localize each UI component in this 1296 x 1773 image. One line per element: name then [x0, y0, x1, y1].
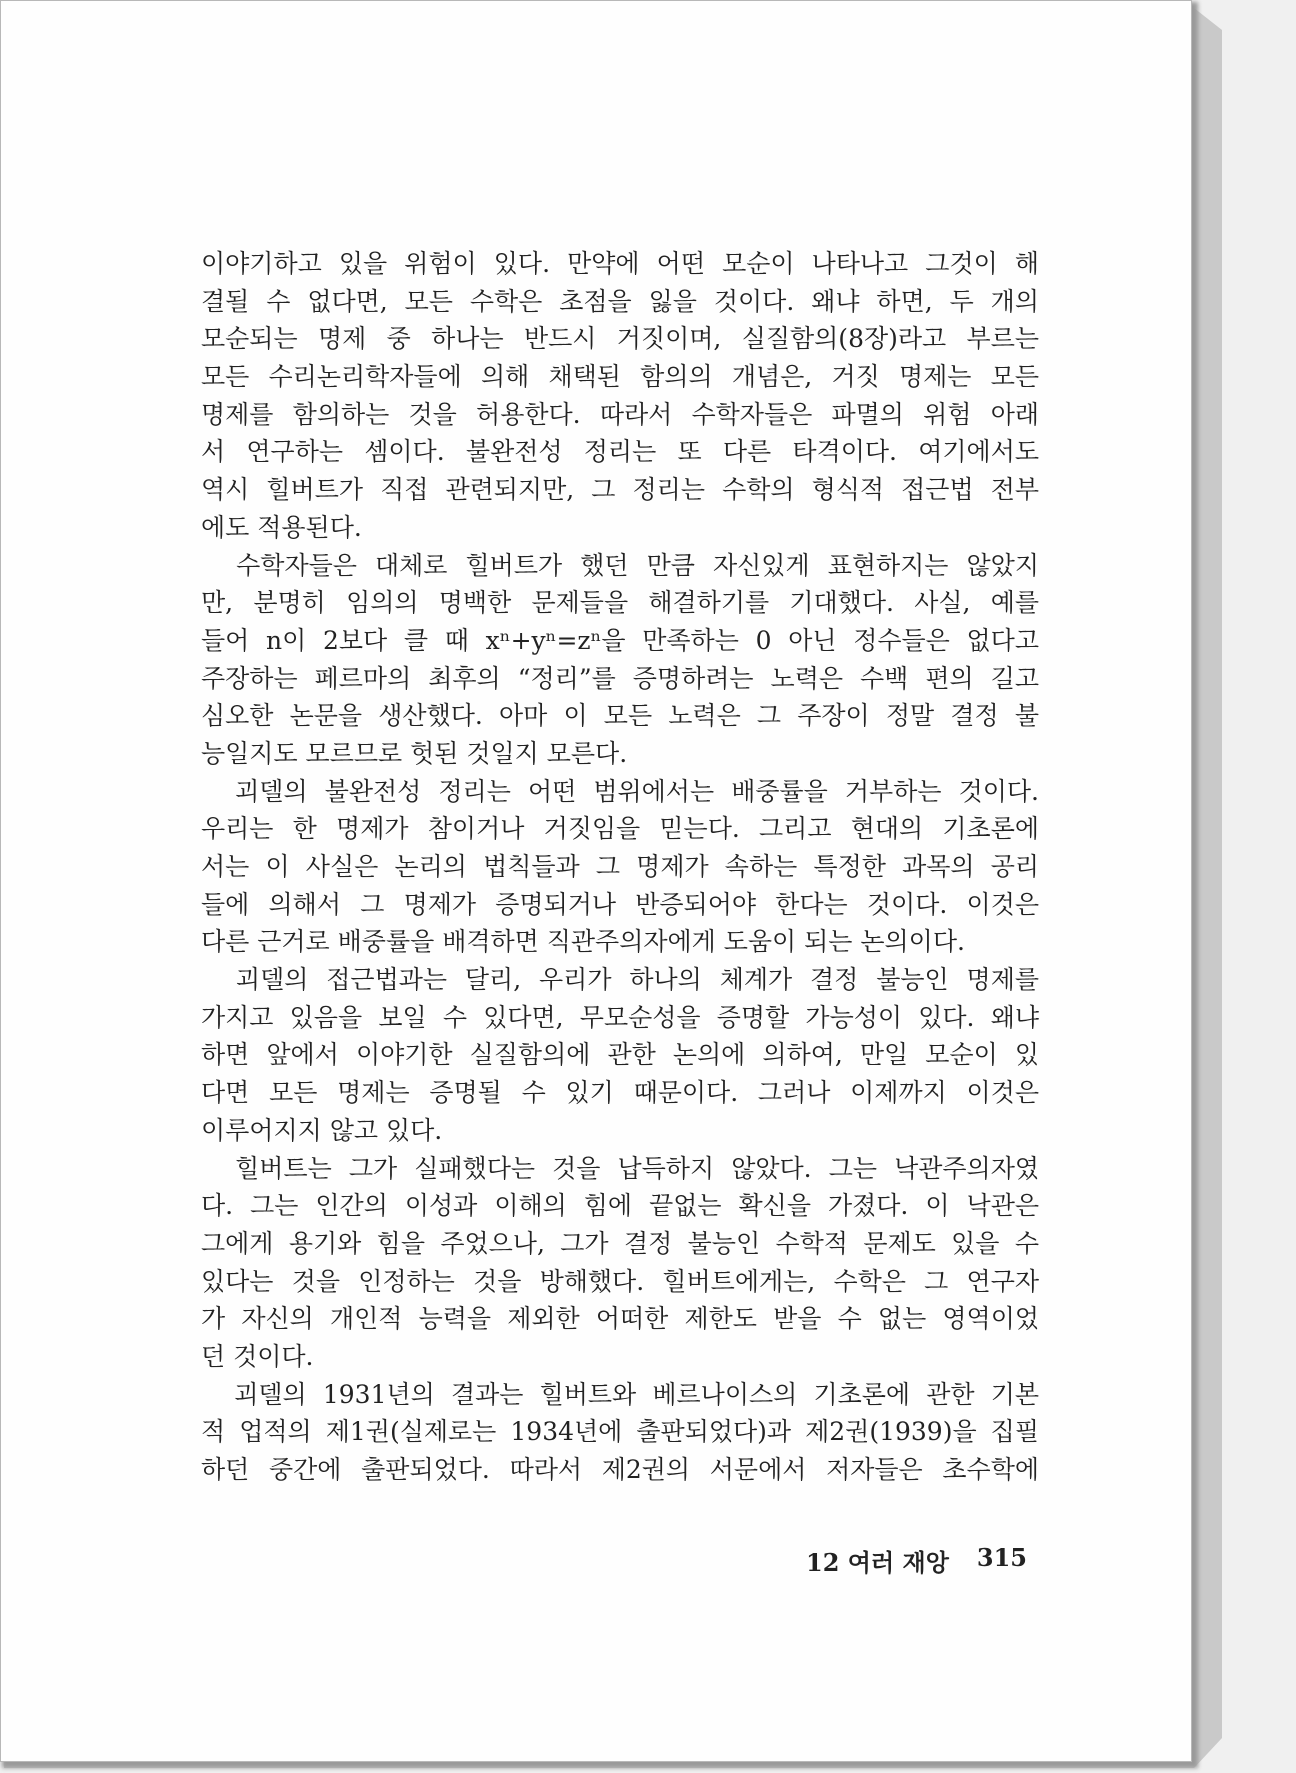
text-line: 주장하는 페르마의 최후의 “정리”를 증명하려는 노력은 수백 편의 길고 — [201, 663, 1039, 693]
text-line: 괴델의 접근법과는 달리, 우리가 하나의 체계가 결정 불능인 명제를 — [201, 965, 1039, 995]
text-line: 그에게 용기와 힘을 주었으나, 그가 결정 불능인 수학적 문제도 있을 수 — [201, 1228, 1039, 1258]
text-line: 모든 수리논리학자들에 의해 채택된 함의의 개념은, 거짓 명제는 모든 — [201, 362, 1039, 392]
text-line: 이루어지지 않고 있다. — [201, 1115, 443, 1145]
body-text — [201, 245, 1039, 1489]
text-line: 우리는 한 명제가 참이거나 거짓임을 믿는다. 그리고 현대의 기초론에 — [201, 814, 1039, 844]
page-number: 315 — [976, 1543, 1027, 1572]
text-line: 모순되는 명제 중 하나는 반드시 거짓이며, 실질함의(8장)라고 부르는 — [201, 324, 1039, 354]
text-line: 심오한 논문을 생산했다. 아마 이 모든 노력은 그 주장이 정말 결정 불 — [201, 701, 1039, 731]
text-line: 들어 n이 2보다 클 때 xⁿ+yⁿ=zⁿ을 만족하는 0 아닌 정수들은 없다고 — [201, 625, 1039, 655]
text-line: 능일지도 모르므로 헛된 것일지 모른다. — [201, 738, 628, 768]
chapter-title: 12 여러 재앙 — [806, 1548, 949, 1577]
text-line: 가지고 있음을 보일 수 있다면, 무모순성을 증명할 가능성이 있다. 왜냐 — [201, 1002, 1039, 1032]
text-line: 만, 분명히 임의의 명백한 문제들을 해결하기를 기대했다. 사실, 예를 — [201, 588, 1039, 618]
text-line: 명제를 함의하는 것을 허용한다. 따라서 수학자들은 파멸의 위험 아래 — [201, 399, 1039, 429]
text-line: 있다는 것을 인정하는 것을 방해했다. 힐버트에게는, 수학은 그 연구자 — [201, 1266, 1039, 1296]
text-line: 다른 근거로 배중률을 배격하면 직관주의자에게 도움이 되는 논의이다. — [201, 927, 965, 957]
text-line: 다. 그는 인간의 이성과 이해의 힘에 끝없는 확신을 가졌다. 이 낙관은 — [201, 1191, 1039, 1221]
text-line: 다면 모든 명제는 증명될 수 있기 때문이다. 그러나 이제까지 이것은 — [201, 1078, 1039, 1108]
text-line: 하면 앞에서 이야기한 실질함의에 관한 논의에 의하여, 만일 모순이 있 — [201, 1040, 1039, 1070]
text-line: 에도 적용된다. — [201, 512, 362, 542]
text-line: 들에 의해서 그 명제가 증명되거나 반증되어야 한다는 것이다. 이것은 — [201, 889, 1039, 919]
text-line: 괴델의 불완전성 정리는 어떤 범위에서는 배중률을 거부하는 것이다. — [201, 776, 1039, 806]
text-line: 하던 중간에 출판되었다. 따라서 제2권의 서문에서 저자들은 초수학에 — [201, 1455, 1039, 1484]
text-line: 서는 이 사실은 논리의 법칙들과 그 명제가 속하는 특정한 과목의 공리 — [201, 852, 1039, 881]
text-line: 이야기하고 있을 위험이 있다. 만약에 어떤 모순이 나타나고 그것이 해 — [201, 249, 1039, 278]
text-line: 적 업적의 제1권(실제로는 1934년에 출판되었다)과 제2권(1939)을 집필 — [201, 1417, 1039, 1447]
text-line: 결될 수 없다면, 모든 수학은 초점을 잃을 것이다. 왜냐 하면, 두 개의 — [201, 286, 1039, 316]
text-line: 힐버트는 그가 실패했다는 것을 납득하지 않았다. 그는 낙관주의자였 — [201, 1153, 1039, 1183]
text-line: 역시 힐버트가 직접 관련되지만, 그 정리는 수학의 형식적 접근법 전부 — [201, 475, 1039, 505]
text-line: 가 자신의 개인적 능력을 제외한 어떠한 제한도 받을 수 없는 영역이었 — [201, 1304, 1039, 1334]
text-line: 괴델의 1931년의 결과는 힐버트와 베르나이스의 기초론에 관한 기본 — [201, 1379, 1039, 1409]
running-footer — [771, 1543, 1027, 1578]
text-line: 던 것이다. — [201, 1341, 314, 1371]
text-line: 서 연구하는 셈이다. 불완전성 정리는 또 다른 타격이다. 여기에서도 — [201, 437, 1039, 467]
text-line: 수학자들은 대체로 힐버트가 했던 만큼 자신있게 표현하지는 않았지 — [201, 550, 1039, 580]
